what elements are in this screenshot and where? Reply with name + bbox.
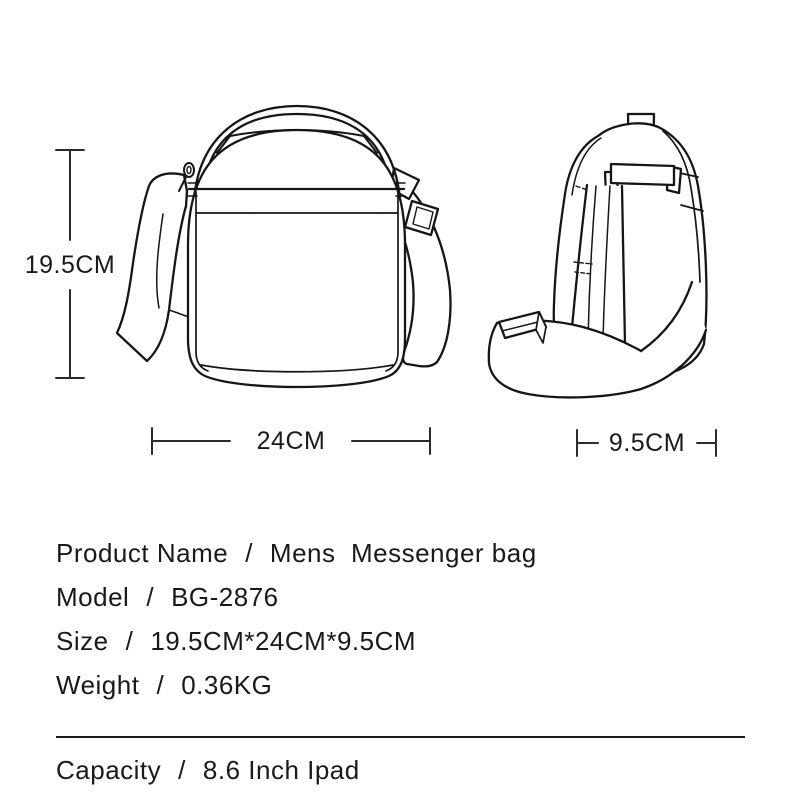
width-dimension-label: 24CM xyxy=(256,427,326,455)
side-buckle-bar xyxy=(611,164,674,185)
front-left-strap xyxy=(117,173,187,361)
spec-separator: / xyxy=(156,670,165,700)
spec-row-model xyxy=(56,582,279,612)
spec-label-product-name: Product Name xyxy=(56,538,229,568)
spec-label-weight: Weight xyxy=(56,670,140,700)
section-divider xyxy=(56,736,745,738)
spec-separator: / xyxy=(245,538,253,568)
spec-value-product-name: Mens Messenger bag xyxy=(269,538,537,568)
spec-separator: / xyxy=(146,582,155,612)
spec-label-model: Model xyxy=(56,582,130,612)
spec-value-capacity: 8.6 Inch Ipad xyxy=(202,755,360,785)
zipper-pull-ring xyxy=(184,163,194,177)
messenger-bag-side-view xyxy=(489,114,707,397)
spec-row-size xyxy=(56,626,416,656)
spec-separator: / xyxy=(125,626,134,656)
messenger-bag-front-view xyxy=(117,106,450,387)
front-body xyxy=(188,130,405,387)
spec-separator: / xyxy=(178,755,186,785)
spec-row-weight xyxy=(56,670,272,700)
depth-dimension-label: 9.5CM xyxy=(608,429,686,457)
spec-value-weight: 0.36KG xyxy=(181,670,273,700)
spec-label-size: Size xyxy=(56,626,109,656)
spec-label-capacity: Capacity xyxy=(56,755,162,785)
spec-value-model: BG-2876 xyxy=(171,582,279,612)
spec-value-size: 19.5CM*24CM*9.5CM xyxy=(150,626,417,656)
height-dimension-label: 19.5CM xyxy=(24,251,116,279)
spec-row-product-name xyxy=(56,538,537,568)
spec-row-capacity xyxy=(56,755,360,785)
